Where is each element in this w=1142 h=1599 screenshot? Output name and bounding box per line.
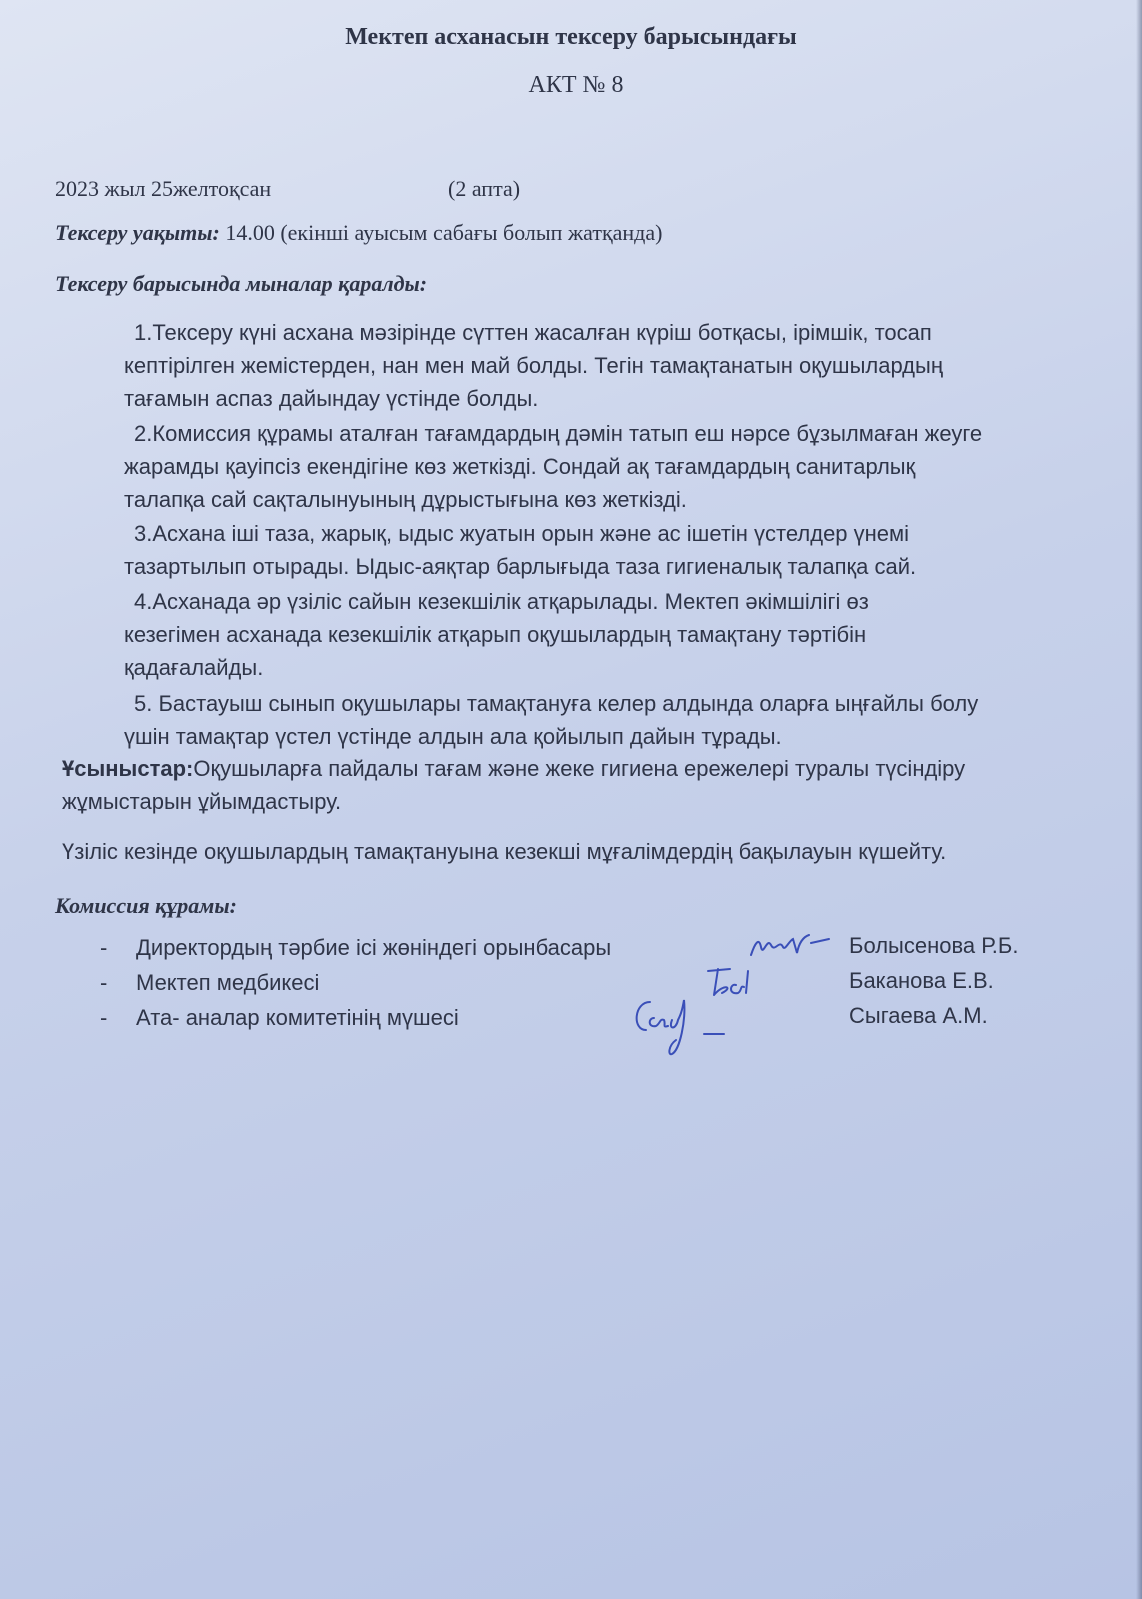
member-name: Болысенова Р.Б. — [849, 933, 1019, 958]
act-number: АКТ № 8 — [528, 72, 624, 98]
list-item: 1.Тексеру күні асхана мәзірінде сүттен жасалған күріш ботқасы, ірімшік, тосап кептірілген жемістерден, нан мен май болды. Тегін тамақтанатын оқушылардың тағамын аспаз дайындау үстінде болды. — [124, 320, 943, 411]
commission-member: - Мектеп медбикесі — [100, 970, 320, 995]
page-edge-shadow — [1136, 0, 1142, 1599]
list-item: 4.Асханада әр үзіліс сайын кезекшілік атқарылады. Мектеп әкімшілігі өз кезегімен асханада кезекшілік атқарып оқушылардың тамақтану тәртібін қадағалайды. — [124, 589, 869, 680]
list-item: 3.Асхана іші таза, жарық, ыдыс жуатын орын және ас ішетін үстелдер үнемі тазартылып отырады. Ыдыс-аяқтар барлығыда таза гигиеналық талапқа сай. — [124, 521, 917, 579]
time-value: 14.00 (екінші ауысым сабағы болып жатқанда) — [219, 220, 663, 245]
signature-1 — [745, 925, 835, 965]
week-text: (2 апта) — [448, 176, 521, 201]
time-label: Тексеру уақыты: — [55, 220, 220, 245]
list-item: 5. Бастауыш сынып оқушылары тамақтануға келер алдында оларға ыңғайлы болу үшін тамақтар үстел үстінде алдын ала қойылып дайын тұрады. — [124, 691, 979, 749]
reviewed-heading: Тексеру барысында мыналар қаралды: — [55, 271, 428, 296]
recommendation-2: Үзіліс кезінде оқушылардың тамақтануына кезекші мұғалімдердің бақылауын күшейту. — [62, 839, 947, 864]
document-title: Мектеп асханасын тексеру барысындағы — [345, 24, 797, 50]
recommendations-label: Ұсыныстар: — [62, 756, 194, 781]
commission-member: - Ата- аналар комитетінің мүшесі — [100, 1005, 459, 1030]
member-role: Ата- аналар комитетінің мүшесі — [136, 1005, 459, 1030]
recommendations — [62, 752, 1112, 818]
recommendation-text-cont: жұмыстарын ұйымдастыру. — [62, 789, 342, 814]
commission-heading: Комиссия құрамы: — [55, 893, 237, 918]
member-name: Сыгаева А.М. — [849, 1003, 988, 1028]
signature-3 — [628, 990, 728, 1070]
date-line — [55, 176, 521, 202]
inspection-time — [55, 220, 662, 246]
list-item: 2.Комиссия құрамы аталған тағамдардың дәмін татып еш нәрсе бұзылмаған жеуге жарамды қауіпсіз екендігіне көз жеткізді. Сондай ақ тағамдардың санитарлық талапқа сай сақталынуының дұрыстығына көз жеткізді. — [124, 421, 983, 512]
member-role: Мектеп медбикесі — [136, 970, 320, 995]
recommendation-text: Оқушыларға пайдалы тағам және жеке гигиена ережелері туралы түсіндіру — [193, 756, 966, 781]
member-role: Директордың тәрбие ісі жөніндегі орынбасары — [136, 935, 612, 960]
member-name: Баканова Е.В. — [849, 968, 994, 993]
commission-member: - Директордың тәрбие ісі жөніндегі орынбасары — [100, 935, 612, 960]
date-text: 2023 жыл 25желтоқсан — [55, 176, 272, 201]
